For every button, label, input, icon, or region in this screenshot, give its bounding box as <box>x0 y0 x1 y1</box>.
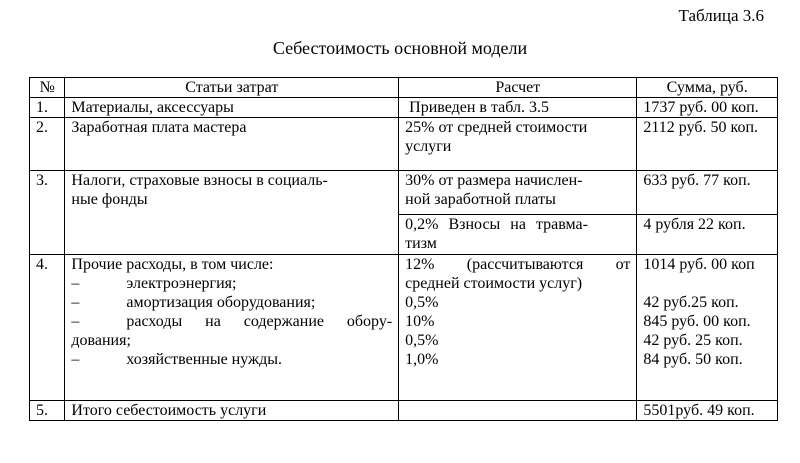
row-item: Материалы, аксессуары <box>65 98 399 118</box>
sub-item <box>71 312 392 331</box>
calc-line: 0,5% <box>405 294 439 311</box>
table-row <box>30 171 778 215</box>
row-sum: 4 рубля 22 коп. <box>637 215 778 255</box>
row-item: Заработная плата мастера <box>65 118 399 171</box>
spacer <box>643 274 771 293</box>
cost-table <box>29 77 778 421</box>
row-sum: 1737 руб. 00 коп. <box>637 98 778 118</box>
row-sum: 2112 руб. 50 коп. <box>637 118 778 171</box>
dash-mark: – <box>71 351 80 368</box>
sub-item-continuation: дования; <box>71 332 131 349</box>
sub-item <box>71 350 392 369</box>
row-sum <box>637 255 778 401</box>
table-row <box>30 118 778 171</box>
row-sum: 633 руб. 77 коп. <box>637 171 778 215</box>
row-calc <box>399 215 637 255</box>
row-num: 3. <box>30 171 65 255</box>
calc-line: 10% <box>405 313 435 330</box>
row-num: 1. <box>30 98 65 118</box>
row-calc <box>399 401 637 421</box>
calc-line: услуги <box>405 138 452 155</box>
calc-line: средней стоимости услуг) <box>405 275 583 292</box>
row-item <box>65 255 399 401</box>
item-line: Прочие расходы, в том числе: <box>71 256 274 273</box>
calc-line: 0,5% <box>405 332 439 349</box>
sum-line: 84 руб. 50 коп. <box>643 351 743 368</box>
sum-line: 42 руб.25 коп. <box>643 294 739 311</box>
row-calc <box>399 171 637 215</box>
header-sum: Сумма, руб. <box>637 78 778 98</box>
item-line: Налоги, страховые взносы в социаль- <box>71 172 328 189</box>
row-calc <box>399 255 637 401</box>
sum-line: 42 руб. 25 коп. <box>643 332 743 349</box>
header-row <box>30 78 778 98</box>
sub-item-label: хозяйственные нужды. <box>126 351 282 368</box>
calc-line: 30% от размера начислен- <box>405 172 583 189</box>
table-number: Таблица 3.6 <box>678 6 764 25</box>
header-item: Статьи затрат <box>65 78 399 98</box>
calc-line: 25% от средней стоимости <box>405 119 588 136</box>
row-calc <box>399 118 637 171</box>
row-item: Итого себестоимость услуги <box>65 401 399 421</box>
table-title: Себестоимость основной модели <box>272 38 528 58</box>
calc-line: 12% (рассчитываются от <box>405 256 631 273</box>
sub-item <box>71 293 392 312</box>
row-sum: 5501руб. 49 коп. <box>637 401 778 421</box>
row-num: 2. <box>30 118 65 171</box>
dash-mark: – <box>71 313 80 330</box>
calc-line: ной заработной платы <box>405 191 556 208</box>
sub-item <box>71 274 392 293</box>
row-num: 5. <box>30 401 65 421</box>
dash-mark: – <box>71 275 80 292</box>
header-calc: Расчет <box>399 78 637 98</box>
calc-line: 1,0% <box>405 351 439 368</box>
calc-line: 0,2% Взносы на травма- <box>405 216 588 233</box>
sub-item-label: электроэнергия; <box>126 275 237 292</box>
item-line: ные фонды <box>71 191 148 208</box>
table-row <box>30 255 778 401</box>
row-num: 4. <box>30 255 65 401</box>
header-num: № <box>30 78 65 98</box>
table-row <box>30 98 778 118</box>
calc-line: тизм <box>405 235 437 252</box>
sub-item-label: амортизация оборудования; <box>126 294 316 311</box>
dash-mark: – <box>71 294 80 311</box>
row-item <box>65 171 399 255</box>
row-calc: Приведен в табл. 3.5 <box>399 98 637 118</box>
sum-line: 1014 руб. 00 коп <box>643 256 755 273</box>
sum-line: 845 руб. 00 коп. <box>643 313 751 330</box>
table-row <box>30 401 778 421</box>
sub-item-label: расходы на содержание обору- <box>126 313 393 330</box>
